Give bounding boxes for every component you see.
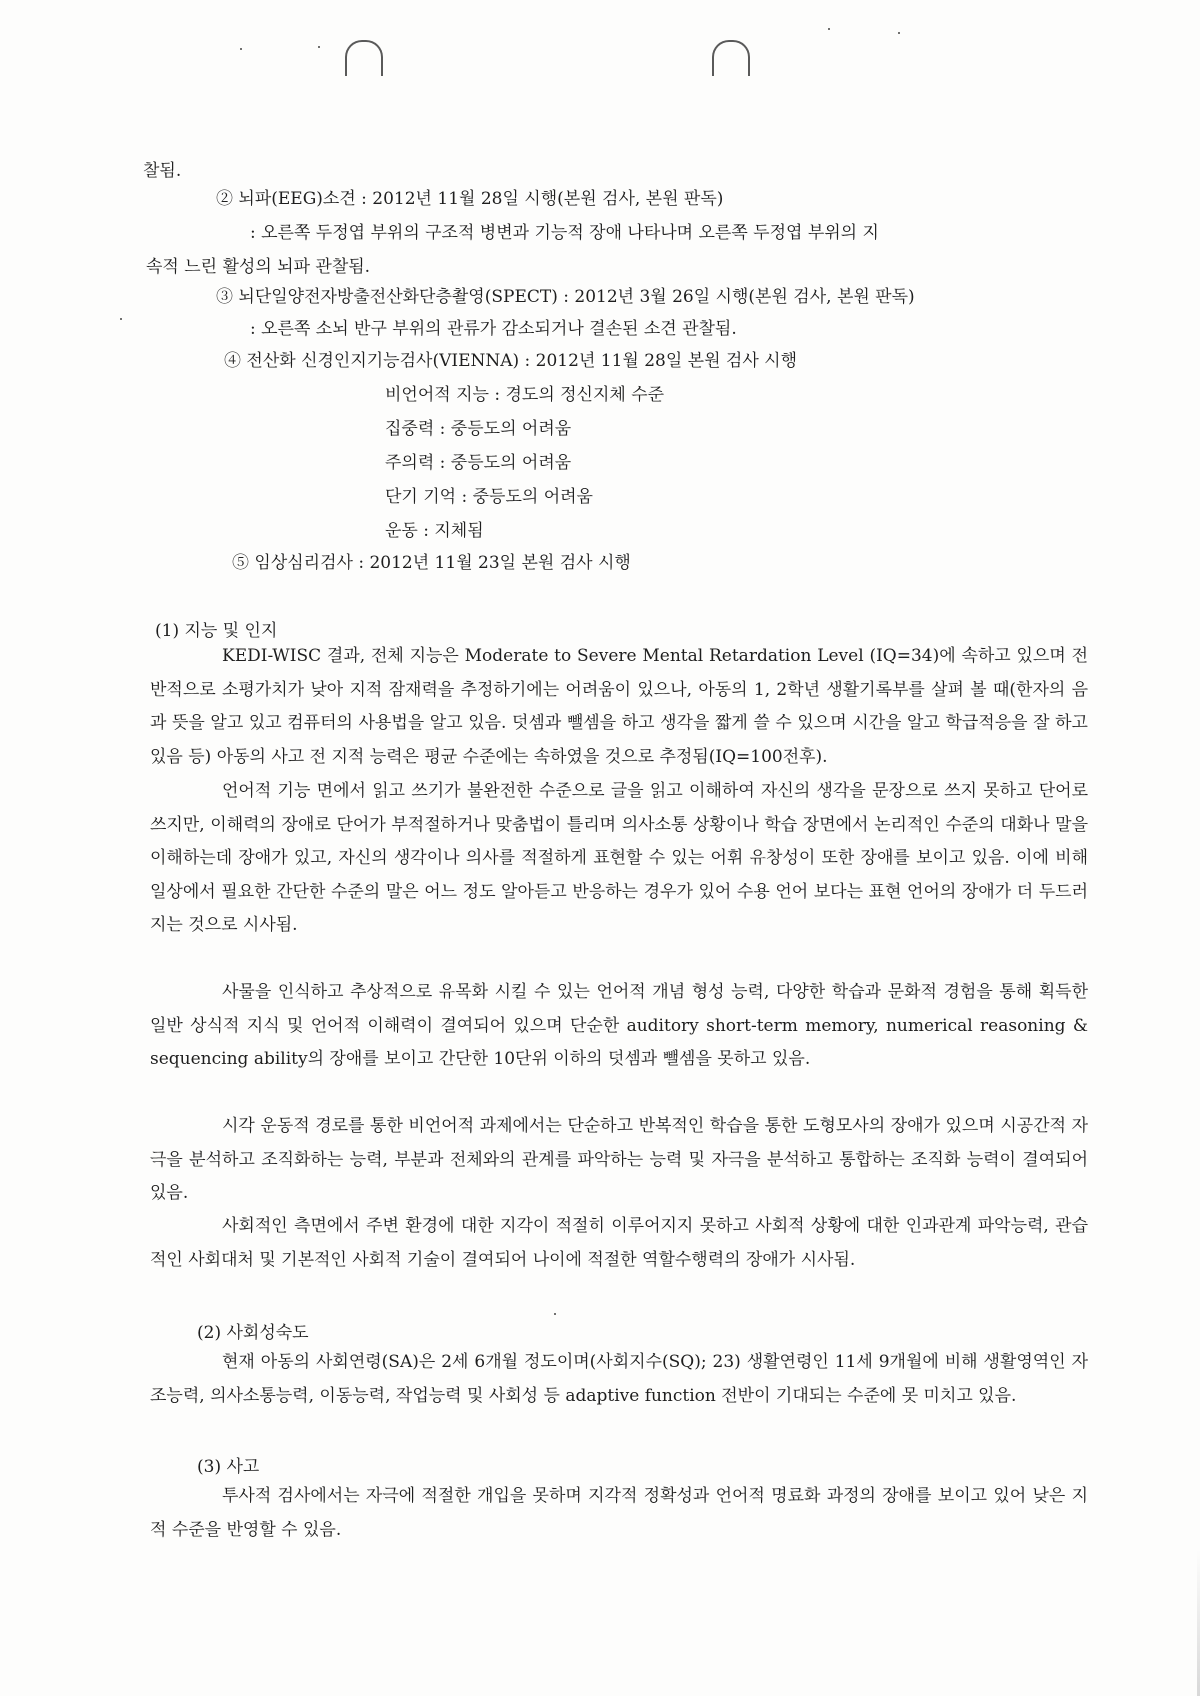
- paragraph-language: 언어적 기능 면에서 읽고 쓰기가 불완전한 수준으로 글을 읽고 이해하여 자신의 생각을 문장으로 쓰지 못하고 단어로 쓰지만, 이해력의 장애로 단어가 부적절하거나 맞춤법이 틀리며 의사소통 상황이나 학습 장면에서 논리적인 수준의 대화나 말을 이해하는데 장애가 있고, 자신의 생각이나 의사를 적절하게 표현할 수 있는 어휘 유창성이 또한 장애를 보이고 있음. 이에 비해 일상에서 필요한 간단한 수준의 말은 어느 정도 알아듣고 반응하는 경우가 있어 수용 언어 보다는 표현 언어의 장애가 더 두드러지는 것으로 시사됨.: [150, 781, 1088, 935]
- vienna-result: 집중력 : 중등도의 어려움: [385, 419, 572, 439]
- scan-speck: [554, 1313, 556, 1315]
- scan-speck: [240, 48, 242, 50]
- scan-speck: [120, 318, 122, 320]
- continued-line: 찰됨.: [143, 161, 182, 181]
- vienna-result: 운동 : 지체됨: [385, 521, 484, 541]
- eeg-finding-title: ② 뇌파(EEG)소견 : 2012년 11월 28일 시행(본원 검사, 본원 판독): [216, 189, 724, 209]
- eeg-finding-detail-cont: 속적 느린 활성의 뇌파 관찰됨.: [146, 257, 371, 277]
- paragraph-social-maturity: 현재 아동의 사회연령(SA)은 2세 6개월 정도이며(사회지수(SQ); 23) 생활연령인 11세 9개월에 비해 생활영역인 자조능력, 의사소통능력, 이동능력, 작업능력 및 사회성 등 adaptive function 전반이 기대되는 수준에 못 미치고 있음.: [150, 1352, 1088, 1406]
- clinical-psych-test-title: ⑤ 임상심리검사 : 2012년 11월 23일 본원 검사 시행: [232, 553, 631, 573]
- eeg-finding-detail: : 오른쪽 두정엽 부위의 구조적 병변과 기능적 장애 나타나며 오른쪽 두정엽 부위의 지: [250, 223, 879, 243]
- paragraph-concepts: 사물을 인식하고 추상적으로 유목화 시킬 수 있는 언어적 개념 형성 능력, 다양한 학습과 문화적 경험을 통해 획득한 일반 상식적 지식 및 언어적 이해력이 결여되어 있으며 단순한 auditory short-term memory, numerical reasoning & sequencing ability의 장애를 보이고 간단한 10단위 이하의 덧셈과 뺄셈을 못하고 있음.: [150, 982, 1088, 1069]
- vienna-result: 비언어적 지능 : 경도의 정신지체 수준: [385, 385, 665, 405]
- punch-hole-right: [712, 40, 750, 76]
- paragraph-thinking: 투사적 검사에서는 자극에 적절한 개입을 못하며 지각적 정확성과 언어적 명료화 과정의 장애를 보이고 있어 낮은 지적 수준을 반영할 수 있음.: [150, 1486, 1088, 1540]
- spect-finding-detail: : 오른쪽 소뇌 반구 부위의 관류가 감소되거나 결손된 소견 관찰됨.: [250, 319, 737, 339]
- scan-speck: [898, 32, 900, 34]
- section-heading-intelligence: (1) 지능 및 인지: [155, 621, 278, 641]
- section-heading-thinking: (3) 사고: [197, 1457, 260, 1477]
- paragraph-visual-motor: 시각 운동적 경로를 통한 비언어적 과제에서는 단순하고 반복적인 학습을 통한 도형모사의 장애가 있으며 시공간적 자극을 분석하고 조직화하는 능력, 부분과 전체와의 관계를 파악하는 능력 및 자극을 분석하고 통합하는 조직화 능력이 결여되어 있음.: [150, 1116, 1088, 1203]
- vienna-result: 주의력 : 중등도의 어려움: [385, 453, 572, 473]
- vienna-result: 단기 기억 : 중등도의 어려움: [385, 487, 593, 507]
- punch-hole-left: [345, 40, 383, 76]
- paragraph-wisc: KEDI-WISC 결과, 전체 지능은 Moderate to Severe Mental Retardation Level (IQ=34)에 속하고 있으며 전반적으로 소평가치가 낮아 지적 잠재력을 추정하기에는 어려움이 있으나, 아동의 1, 2학년 생활기록부를 살펴 볼 때(한자의 음과 뜻을 알고 있고 컴퓨터의 사용법을 알고 있음. 덧셈과 뺄셈을 하고 생각을 짧게 쓸 수 있으며 시간을 알고 학급적응을 잘 하고 있음 등) 아동의 사고 전 지적 능력은 평균 수준에는 속하였을 것으로 추정됨(IQ=100전후).: [150, 646, 1088, 767]
- spect-finding-title: ③ 뇌단일양전자방출전산화단층촬영(SPECT) : 2012년 3월 26일 시행(본원 검사, 본원 판독): [216, 287, 915, 307]
- section-heading-social-maturity: (2) 사회성숙도: [197, 1323, 309, 1343]
- scan-speck: [318, 46, 320, 48]
- paragraph-social: 사회적인 측면에서 주변 환경에 대한 지각이 적절히 이루어지지 못하고 사회적 상황에 대한 인과관계 파악능력, 관습적인 사회대처 및 기본적인 사회적 기술이 결여되어 나이에 적절한 역할수행력의 장애가 시사됨.: [150, 1216, 1088, 1270]
- scan-speck: [828, 28, 830, 30]
- vienna-test-title: ④ 전산화 신경인지기능검사(VIENNA) : 2012년 11월 28일 본원 검사 시행: [224, 351, 798, 371]
